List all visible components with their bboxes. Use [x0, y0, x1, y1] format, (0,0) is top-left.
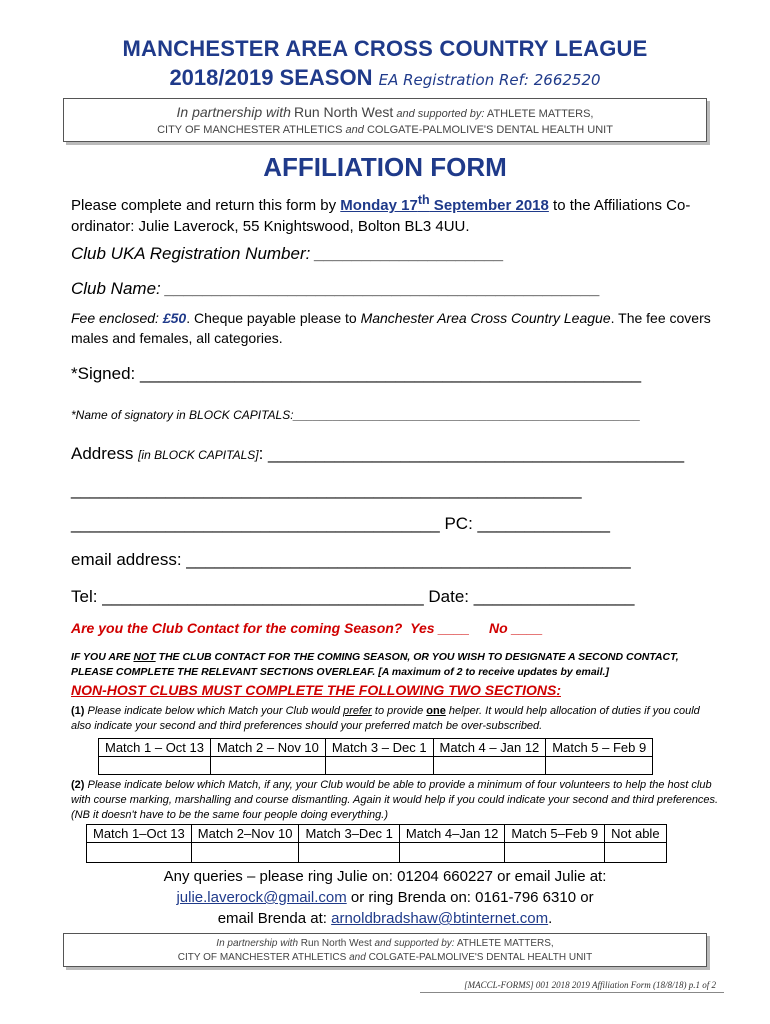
partnership-line-1 — [64, 104, 706, 122]
date-line[interactable]: _________________ — [473, 587, 635, 606]
cell-not-able[interactable] — [605, 843, 666, 863]
postcode-label: PC: — [439, 514, 478, 533]
sponsor-colgate: COLGATE-PALMOLIVE'S DENTAL HEALTH UNIT — [368, 952, 593, 963]
helper-preference-table — [98, 738, 653, 775]
section-1-text-2: to provide — [371, 705, 427, 717]
cell-match-2[interactable] — [191, 843, 299, 863]
partnership-line-2 — [64, 951, 706, 965]
club-name-line[interactable]: ______________________________________________ — [165, 279, 601, 298]
col-match-4: Match 4 – Jan 12 — [433, 739, 546, 757]
address-line-3[interactable]: _______________________________________ — [71, 514, 440, 533]
uka-line[interactable]: ____________________ — [315, 244, 505, 263]
fee-payee: Manchester Area Cross Country League — [360, 310, 611, 326]
sponsor-colgate: COLGATE-PALMOLIVE'S DENTAL HEALTH UNIT — [366, 124, 613, 136]
club-contact-question — [71, 620, 721, 636]
club-name-label: Club Name: — [71, 279, 166, 298]
address-line-2[interactable]: ______________________________________________________ — [71, 480, 582, 499]
fee-paragraph — [71, 308, 721, 348]
second-contact-notice — [71, 650, 721, 680]
club-contact-no[interactable]: No ____ — [489, 620, 543, 636]
club-contact-question-text: Are you the Club Contact for the coming Season? — [71, 620, 403, 636]
section-1-number: (1) — [71, 705, 85, 717]
supported-by: and supported by: — [396, 108, 485, 120]
section-1-text-1: Please indicate below which Match your Club would — [84, 705, 344, 717]
season-heading — [0, 65, 770, 91]
ea-registration-ref: EA Registration Ref: 2662520 — [378, 71, 601, 89]
col-not-able: Not able — [605, 825, 666, 843]
cell-match-2[interactable] — [211, 757, 326, 775]
deadline-month: September 2018 — [429, 197, 549, 214]
cell-match-3[interactable] — [299, 843, 399, 863]
col-match-2: Match 2–Nov 10 — [191, 825, 299, 843]
signatory-line[interactable]: ____________________________________________________ — [293, 408, 641, 422]
nonhost-heading — [71, 682, 721, 698]
signatory-label: *Name of signatory in BLOCK CAPITALS: — [71, 408, 294, 422]
sponsor-athlete-matters: ATHLETE MATTERS, — [456, 938, 554, 949]
sponsor-city-of-manchester: CITY OF MANCHESTER ATHLETICS — [157, 124, 343, 136]
fee-text-1: . Cheque payable please to — [186, 310, 361, 326]
intro-text-1: Please complete and return this form by — [71, 197, 341, 214]
signed-label: *Signed: — [71, 364, 140, 383]
email-label: email address: — [71, 550, 187, 569]
section-1-instructions — [71, 704, 721, 734]
and-word: and — [349, 952, 366, 963]
table-row — [99, 757, 653, 775]
deadline-suffix: th — [417, 193, 430, 207]
address-colon: : — [258, 444, 269, 463]
partnership-line-2 — [64, 122, 706, 138]
sponsor-athlete-matters: ATHLETE MATTERS, — [486, 108, 594, 120]
deadline-day: Monday 17 — [340, 197, 418, 214]
nonhost-colon: : — [556, 682, 561, 698]
tel-label: Tel: — [71, 587, 103, 606]
section-2-instructions — [71, 778, 721, 823]
cell-match-5[interactable] — [505, 843, 605, 863]
cell-match-1[interactable] — [99, 757, 211, 775]
tel-line[interactable]: __________________________________ — [102, 587, 424, 606]
footer-reference: [MACCL-FORMS] 001 2018 2019 Affiliation Form (18/8/18) p.1 of 2 — [464, 980, 716, 990]
section-1-text-3: helper. It would help allocation of duties if you could also indicate your second and third preferences should your preferred match be over-subscribed. — [71, 705, 700, 732]
col-match-1: Match 1–Oct 13 — [87, 825, 192, 843]
col-match-5: Match 5–Feb 9 — [505, 825, 605, 843]
nonhost-heading-text: NON-HOST CLUBS MUST COMPLETE THE FOLLOWING TWO SECTIONS — [71, 682, 557, 698]
email-field[interactable] — [71, 550, 721, 570]
tel-date-row[interactable] — [71, 587, 721, 607]
notice-text-2: THE CLUB CONTACT FOR THE COMING SEASON, OR YOU WISH TO DESIGNATE A SECOND CONTACT, PLEASE COMPLETE THE RELEVANT SECTIONS OVERLEAF. [A maximum of 2 to receive updates by email.] — [71, 651, 679, 678]
form-title: AFFILIATION FORM — [263, 152, 507, 182]
fee-text-2: . The fee covers males and females, all categories. — [71, 310, 711, 346]
partnership-line-1 — [64, 937, 706, 951]
club-contact-yes[interactable]: Yes ____ — [410, 620, 470, 636]
queries-line-3 — [0, 908, 770, 929]
address-line-3-row[interactable] — [71, 514, 721, 534]
and-word: and — [345, 124, 364, 136]
volunteer-table — [86, 824, 667, 863]
cell-match-5[interactable] — [546, 757, 653, 775]
col-match-1: Match 1 – Oct 13 — [99, 739, 211, 757]
table-header-row — [87, 825, 667, 843]
club-name-field[interactable] — [71, 279, 721, 299]
address-label: Address — [71, 444, 139, 463]
sponsor-city-of-manchester: CITY OF MANCHESTER ATHLETICS — [177, 952, 347, 963]
section-1-one: one — [426, 705, 446, 717]
notice-text-1: IF YOU ARE — [71, 651, 134, 663]
col-match-4: Match 4–Jan 12 — [399, 825, 505, 843]
email-line[interactable]: _______________________________________________ — [186, 550, 631, 569]
footer-divider — [420, 992, 724, 993]
julie-email-link[interactable]: julie.laverock@gmail.com — [176, 889, 347, 906]
signed-line[interactable]: _____________________________________________________ — [140, 364, 642, 383]
partnership-lead: In partnership with — [216, 938, 299, 949]
cell-match-4[interactable] — [399, 843, 505, 863]
intro-text-2: to the Affiliations Co-ordinator: Julie Laverock, 55 Knightswood, Bolton BL3 4UU. — [71, 197, 691, 235]
cell-match-1[interactable] — [87, 843, 192, 863]
queries-block — [0, 866, 770, 929]
deadline — [340, 193, 549, 214]
col-match-3: Match 3–Dec 1 — [299, 825, 399, 843]
queries-line-3-lead: email Brenda at: — [217, 910, 332, 927]
table-header-row — [99, 739, 653, 757]
postcode-line[interactable]: ______________ — [477, 514, 610, 533]
league-title: MANCHESTER AREA CROSS COUNTRY LEAGUE — [122, 36, 648, 61]
table-row — [87, 843, 667, 863]
partner-name: Run North West — [293, 104, 394, 120]
uka-registration-field[interactable] — [71, 244, 721, 264]
queries-line-3-end: . — [548, 910, 553, 927]
queries-line-2-rest: or ring Brenda on: 0161-796 6310 or — [346, 889, 594, 906]
cell-match-3[interactable] — [325, 757, 433, 775]
partnership-lead: In partnership with — [176, 104, 291, 120]
partnership-box-bottom — [63, 933, 707, 967]
supported-by: and supported by: — [374, 938, 455, 949]
col-match-5: Match 5 – Feb 9 — [546, 739, 653, 757]
address-hint: [in BLOCK CAPITALS] — [138, 448, 259, 462]
queries-line-1: Any queries – please ring Julie on: 01204 660227 or email Julie at: — [163, 868, 607, 885]
cell-match-4[interactable] — [433, 757, 546, 775]
fee-amount: £50 — [162, 310, 187, 326]
season-label: 2018/2019 SEASON — [169, 65, 373, 90]
section-2-number: (2) — [71, 779, 85, 791]
partner-name: Run North West — [300, 938, 372, 949]
col-match-2: Match 2 – Nov 10 — [211, 739, 326, 757]
date-label: Date: — [423, 587, 474, 606]
notice-not: NOT — [133, 651, 156, 663]
intro-paragraph — [71, 190, 721, 237]
address-line-1[interactable]: ____________________________________________ — [268, 444, 685, 463]
brenda-email-link[interactable]: arnoldbradshaw@btinternet.com — [331, 910, 549, 927]
queries-line-2 — [0, 887, 770, 908]
section-1-prefer: prefer — [343, 705, 372, 717]
section-2-text: Please indicate below which Match, if any, your Club would be able to provide a minimum of four volunteers to help the host club with course marking, marshalling and course dismantling. Again it would help if you could indicate your second and third preferences. (NB it doesn't have to be the same four people doing everything.) — [71, 779, 719, 821]
signed-field[interactable] — [71, 364, 721, 384]
signatory-name-field[interactable] — [71, 408, 721, 422]
partnership-box-top — [63, 98, 707, 142]
address-field[interactable] — [71, 444, 721, 464]
uka-label: Club UKA Registration Number: — [71, 244, 316, 263]
col-match-3: Match 3 – Dec 1 — [325, 739, 433, 757]
fee-label: Fee enclosed: — [71, 310, 163, 326]
